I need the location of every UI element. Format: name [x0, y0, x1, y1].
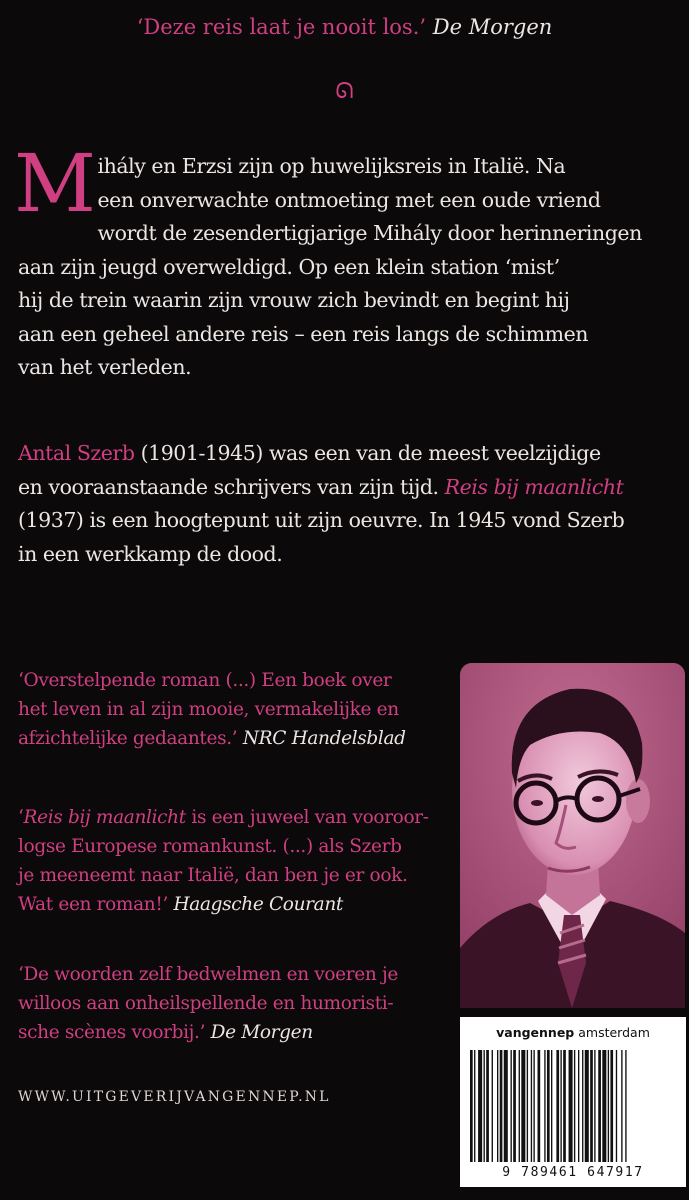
barcode-bar [531, 1050, 532, 1162]
barcode-bar [478, 1050, 482, 1162]
review-text: Wat een roman!’ [18, 894, 174, 915]
blurb-line: hij de trein waarin zijn vrouw zich bevindt en begint hij [18, 288, 570, 312]
publisher-logo [460, 1025, 686, 1040]
publisher-city: amsterdam [578, 1025, 650, 1040]
barcode-bar [578, 1050, 579, 1162]
barcode-bar [608, 1050, 609, 1162]
bio-text: en vooraanstaande schrijvers van zijn tijd. [18, 474, 445, 499]
publisher-website: WWW.UITGEVERIJVANGENNEP.NL [18, 1089, 331, 1105]
bio-line: (1937) is een hoogtepunt uit zijn oeuvre. In 1945 vond Szerb [18, 508, 625, 532]
bio-line: in een werkkamp de dood. [18, 541, 283, 566]
barcode-bar [547, 1050, 550, 1162]
barcode-bar [610, 1050, 613, 1162]
barcode-panel [460, 1017, 686, 1187]
author-photo [460, 663, 685, 1008]
review-quote [18, 666, 448, 753]
barcode-bar [556, 1050, 559, 1162]
barcode-bar [625, 1050, 626, 1162]
review-line: ‘Overstelpende roman (...) Een boek over [18, 670, 392, 691]
barcode-bar [527, 1050, 528, 1162]
barcode-bar [585, 1050, 589, 1162]
isbn-number: 9 789461 647917 [502, 1165, 644, 1180]
blurb-line: aan een geheel andere reis – een reis langs de schimmen [18, 321, 589, 346]
blurb-line: aan zijn jeugd overweldigd. Op een klein station ‘mist’ [18, 254, 560, 279]
barcode-bar [470, 1050, 473, 1162]
barcode-bar [594, 1050, 595, 1162]
review-quote [18, 960, 448, 1047]
review-text: is een juweel van vooroor- [185, 807, 429, 828]
barcode-bar [533, 1050, 534, 1162]
bio-text: (1901-1945) was een van de meest veelzijdige [134, 441, 601, 465]
author-biography [18, 437, 678, 571]
barcode-bar [474, 1050, 475, 1162]
review-line: ‘De woorden zelf bedwelmen en voeren je [18, 964, 398, 985]
blurb-line: van het verleden. [18, 355, 192, 379]
top-review-quote [0, 12, 689, 42]
review-book-title: Reis bij maanlicht [23, 807, 186, 828]
review-text: ‘ [18, 807, 24, 828]
review-line: je meeneemt naar Italië, dan ben je er ook. [18, 865, 408, 886]
barcode-bar [521, 1050, 525, 1162]
barcode-bar [621, 1050, 622, 1162]
review-line [18, 724, 448, 753]
barcode-bar [538, 1050, 541, 1162]
barcode-bar [616, 1050, 617, 1162]
review-line: willoos aan onheilspellende en humoristi- [18, 993, 394, 1014]
review-line [18, 803, 448, 832]
barcode-bar [563, 1050, 566, 1162]
barcode-icon [468, 1050, 678, 1162]
blurb-line: wordt de zesendertigjarige Mihály door herinneringen [97, 221, 642, 245]
blurb-line: ihály en Erzsi zijn op huwelijksreis in Italië. Na [97, 154, 566, 178]
review-line [18, 1018, 448, 1047]
review-source: De Morgen [210, 1022, 313, 1043]
barcode-bar [598, 1050, 601, 1162]
book-blurb [14, 137, 678, 385]
review-line [18, 890, 448, 919]
blurb-line: een onverwachte ontmoeting met een oude vriend [97, 187, 601, 212]
review-line: het leven in al zijn mooie, vermakelijke en [18, 699, 399, 720]
barcode-bar [511, 1050, 512, 1162]
review-text: sche scènes voorbij.’ [18, 1022, 211, 1043]
barcode-bar [590, 1050, 593, 1162]
barcode-bar [484, 1050, 485, 1162]
top-quote-text: ‘Deze reis laat je nooit los.’ [136, 15, 427, 39]
book-title: Reis bij maanlicht [444, 474, 624, 499]
barcode-bar [486, 1050, 489, 1162]
ornament-flourish-icon: ᘏ [335, 79, 354, 104]
barcode-bar [519, 1050, 520, 1162]
review-source: NRC Handelsblad [242, 728, 406, 749]
barcode-bar [513, 1050, 516, 1162]
author-name: Antal Szerb [18, 441, 135, 465]
barcode-bar [500, 1050, 503, 1162]
review-quote [18, 803, 448, 919]
barcode-bar [497, 1050, 498, 1162]
barcode-bar [574, 1050, 575, 1162]
review-line: logse Europese romankunst. (...) als Szerb [18, 836, 402, 857]
barcode-bar [582, 1050, 583, 1162]
barcode-bar [602, 1050, 606, 1162]
barcode-bar [569, 1050, 573, 1162]
review-text: afzichtelijke gedaantes.’ [18, 728, 243, 749]
top-quote-source: De Morgen [432, 15, 553, 39]
barcode-bar [504, 1050, 508, 1162]
barcode-bar [551, 1050, 552, 1162]
bio-line [18, 471, 678, 505]
review-source: Haagsche Courant [173, 894, 343, 915]
publisher-name: vangennep [496, 1025, 575, 1040]
barcode-bar [544, 1050, 545, 1162]
barcode-bar [560, 1050, 561, 1162]
barcode-bar [492, 1050, 493, 1162]
bio-line [18, 437, 678, 471]
drop-cap: M [14, 137, 96, 230]
